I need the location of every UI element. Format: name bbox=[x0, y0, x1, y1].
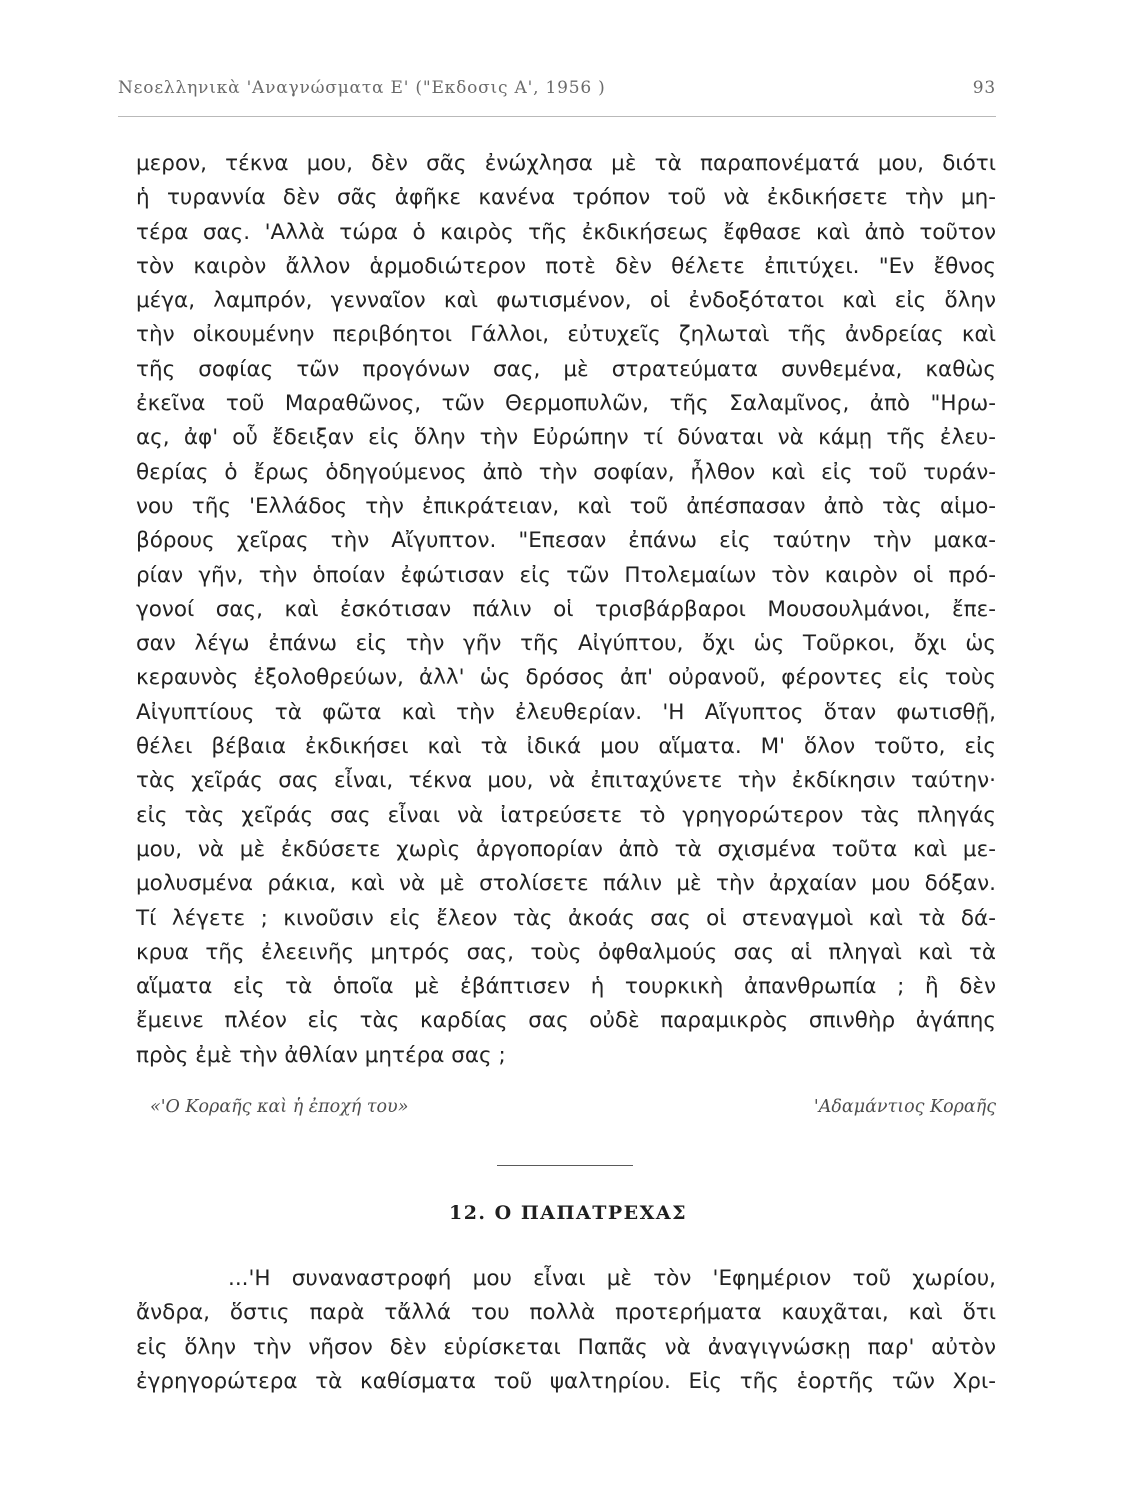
text-line: θέλει βέβαια ἐκδικήσει καὶ τὰ ἰδικά μου αἵματα. Μ' ὅλον τοῦτο, εἰς bbox=[136, 734, 996, 760]
text-line: γονοί σας, καὶ ἐσκότισαν πάλιν οἱ τρισβάρβαροι Μουσουλμάνοι, ἔπε- bbox=[136, 596, 996, 622]
text-line: σαν λέγω ἐπάνω εἰς τὴν γῆν τῆς Αἰγύπτου, ὄχι ὡς Τοῦρκοι, ὄχι ὡς bbox=[136, 631, 996, 657]
page-number: 93 bbox=[972, 78, 996, 98]
passage-text bbox=[136, 147, 996, 1073]
running-header bbox=[118, 78, 996, 98]
section-separator bbox=[497, 1165, 633, 1166]
text-line: κεραυνὸς ἐξολοθρεύων, ἀλλ' ὡς δρόσος ἀπ' οὐρανοῦ, φέροντες εἰς τοὺς bbox=[136, 665, 996, 691]
text-line: βόρους χεῖρας τὴν Αἴγυπτον. "Επεσαν ἐπάνω εἰς ταύτην τὴν μακα- bbox=[136, 528, 996, 554]
text-line: εἰς ὅλην τὴν νῆσον δὲν εὑρίσκεται Παπᾶς νὰ ἀναγιγνώσκῃ παρ' αὐτὸν bbox=[136, 1334, 996, 1360]
text-line: θερίας ὁ ἔρως ὁδηγούμενος ἀπὸ τὴν σοφίαν, ἦλθον καὶ εἰς τοῦ τυράν- bbox=[136, 459, 996, 485]
text-line: νου τῆς 'Ελλάδος τὴν ἐπικράτειαν, καὶ τοῦ ἀπέσπασαν ἀπὸ τὰς αἱμο- bbox=[136, 493, 996, 519]
source-attribution bbox=[150, 1097, 996, 1117]
author-name: 'Αδαμάντιος Κοραῆς bbox=[813, 1097, 996, 1117]
text-line: ἄνδρα, ὅστις παρὰ τἄλλά του πολλὰ προτερήματα καυχᾶται, καὶ ὅτι bbox=[136, 1300, 996, 1326]
text-line: μου, νὰ μὲ ἐκδύσετε χωρὶς ἀργοπορίαν ἀπὸ τὰ σχισμένα τοῦτα καὶ με- bbox=[136, 836, 996, 862]
section-text bbox=[136, 1262, 996, 1399]
text-line: τῆς σοφίας τῶν προγόνων σας, μὲ στρατεύματα συνθεμένα, καθὼς bbox=[136, 356, 996, 382]
text-line: τὰς χεῖράς σας εἶναι, τέκνα μου, νὰ ἐπιταχύνετε τὴν ἐκδίκησιν ταύτην· bbox=[136, 768, 996, 794]
text-line: μέγα, λαμπρόν, γενναῖον καὶ φωτισμένον, οἱ ἐνδοξότατοι καὶ εἰς ὅλην bbox=[136, 288, 996, 314]
text-line: Αἰγυπτίους τὰ φῶτα καὶ τὴν ἐλευθερίαν. 'Η Αἴγυπτος ὅταν φωτισθῇ, bbox=[136, 699, 996, 725]
text-line: ἐγρηγορώτερα τὰ καθίσματα τοῦ ψαλτηρίου. Εἰς τῆς ἑορτῆς τῶν Χρι- bbox=[136, 1368, 996, 1394]
text-line: τὴν οἰκουμένην περιβόητοι Γάλλοι, εὐτυχεῖς ζηλωταὶ τῆς ἀνδρείας καὶ bbox=[136, 322, 996, 348]
text-line: πρὸς ἐμὲ τὴν ἀθλίαν μητέρα σας ; bbox=[136, 1042, 506, 1068]
text-line: ἐκεῖνα τοῦ Μαραθῶνος, τῶν Θερμοπυλῶν, τῆς Σαλαμῖνος, ἀπὸ "Ηρω- bbox=[136, 391, 996, 417]
text-line: μολυσμένα ράκια, καὶ νὰ μὲ στολίσετε πάλιν μὲ τὴν ἀρχαίαν μου δόξαν. bbox=[136, 871, 996, 897]
text-line: κρυα τῆς ἐλεεινῆς μητρός σας, τοὺς ὀφθαλμούς σας αἱ πληγαὶ καὶ τὰ bbox=[136, 939, 996, 965]
text-line: ἔμεινε πλέον εἰς τὰς καρδίας σας οὐδὲ παραμικρὸς σπινθὴρ ἀγάπης bbox=[136, 1008, 996, 1034]
running-title: Νεοελληνικὰ 'Αναγνώσματα Ε' ("Εκδοσις Α', 1956 ) bbox=[118, 78, 606, 98]
text-line: ...'Η συναναστροφή μου εἶναι μὲ τὸν 'Εφημέριον τοῦ χωρίου, bbox=[228, 1266, 996, 1291]
text-line: τέρα σας. 'Αλλὰ τώρα ὁ καιρὸς τῆς ἐκδικήσεως ἔφθασε καὶ ἀπὸ τοῦτον bbox=[136, 219, 996, 245]
text-line: τὸν καιρὸν ἄλλον ἁρμοδιώτερον ποτὲ δὲν θέλετε ἐπιτύχει. "Εν ἔθνος bbox=[136, 253, 996, 279]
header-rule bbox=[118, 116, 996, 117]
text-line: αἵματα εἰς τὰ ὁποῖα μὲ ἐβάπτισεν ἡ τουρκικὴ ἀπανθρωπία ; ἢ δὲν bbox=[136, 974, 996, 1000]
section-heading: 12. Ο ΠΑΠΑΤΡΕΧΑΣ bbox=[448, 1202, 688, 1224]
source-title: «'Ο Κοραῆς καὶ ἡ ἐποχή του» bbox=[150, 1097, 409, 1117]
text-line: Τί λέγετε ; κινοῦσιν εἰς ἔλεον τὰς ἀκοάς σας οἱ στεναγμοὶ καὶ τὰ δά- bbox=[136, 905, 996, 931]
text-line: εἰς τὰς χεῖράς σας εἶναι νὰ ἰατρεύσετε τὸ γρηγορώτερον τὰς πληγάς bbox=[136, 802, 996, 828]
text-line: ἡ τυραννία δὲν σᾶς ἀφῆκε κανένα τρόπον τοῦ νὰ ἐκδικήσετε τὴν μη- bbox=[136, 185, 996, 211]
text-line: μερον, τέκνα μου, δὲν σᾶς ἐνώχλησα μὲ τὰ παραπονέματά μου, διότι bbox=[136, 151, 996, 176]
text-line: ρίαν γῆν, τὴν ὁποίαν ἐφώτισαν εἰς τῶν Πτολεμαίων τὸν καιρὸν οἱ πρό- bbox=[136, 562, 996, 588]
text-line: ας, ἀφ' οὗ ἔδειξαν εἰς ὅλην τὴν Εὐρώπην τί δύναται νὰ κάμῃ τῆς ἐλευ- bbox=[136, 425, 996, 451]
